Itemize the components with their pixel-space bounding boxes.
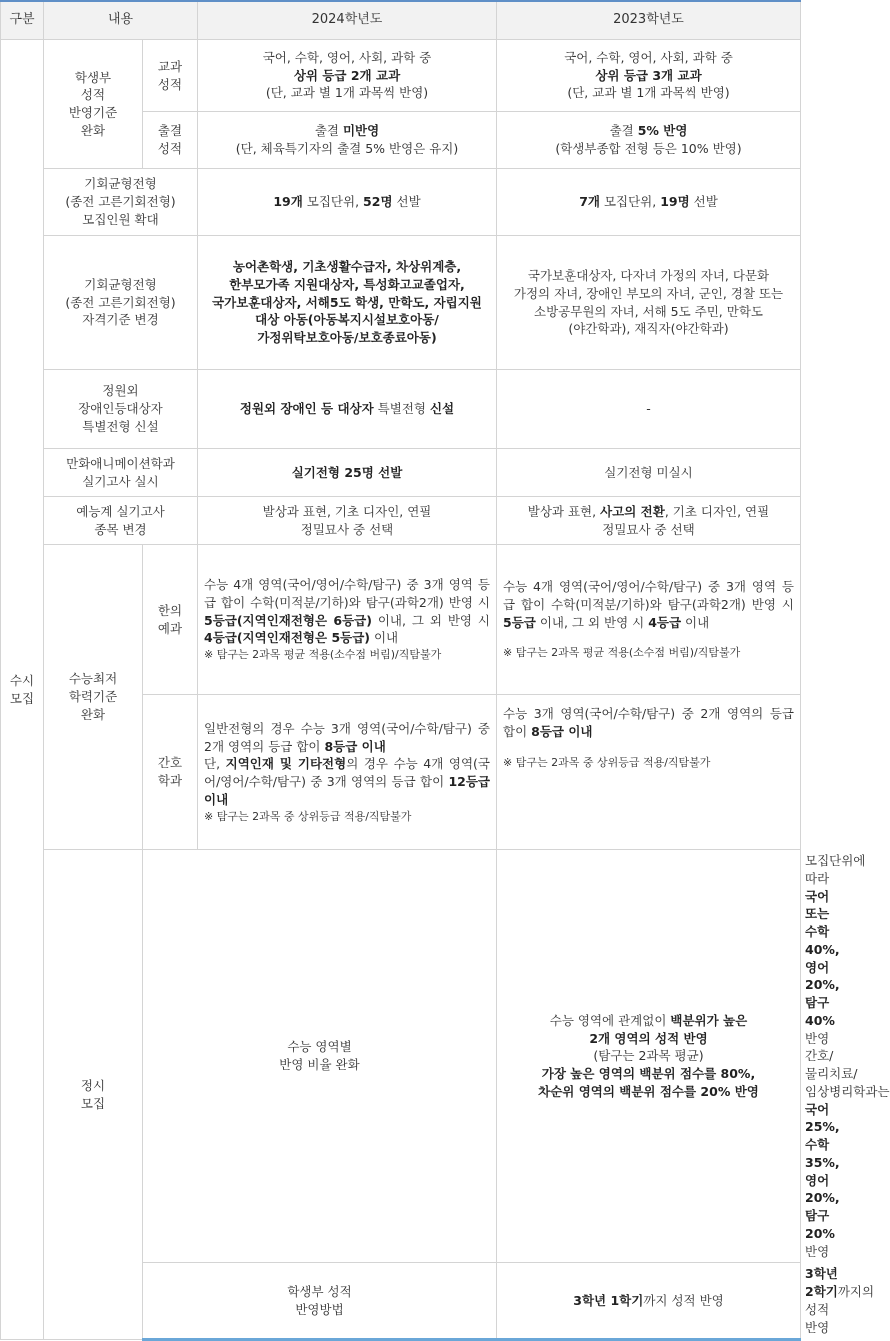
attendance-label: 출결 성적 (143, 112, 198, 169)
equal-qual-2023: 국가보훈대상자, 다자녀 가정의 자녀, 다문화 가정의 자녀, 장애인 부모의 자녀, 군인, 경찰 또는 소방공무원의 자녀, 서해 5도 주민, 만학도(야간학과), 재직자(야간학과) (497, 236, 801, 370)
table-row (1, 449, 801, 497)
nursing-label: 간호 학과 (143, 695, 198, 850)
arts-2024: 발상과 표현, 기초 디자인, 연필 정밀묘사 중 선택 (198, 497, 497, 545)
table-row (1, 497, 801, 545)
table-row (1, 40, 801, 112)
jeongsi-label: 정시 모집 (44, 850, 143, 1340)
header-content: 내용 (44, 1, 198, 40)
arts-2023: 발상과 표현, 사고의 전환, 기초 디자인, 연필 정밀묘사 중 선택 (497, 497, 801, 545)
record-method-label: 학생부 성적 반영방법 (143, 1263, 497, 1340)
disabled-2023: - (497, 370, 801, 449)
disabled-2024: 정원외 장애인 등 대상자 특별전형 신설 (198, 370, 497, 449)
nursing-2023: 수능 3개 영역(국어/수학/탐구) 중 2개 영역의 등급 합이 8등급 이내 ※ 탐구는 2과목 중 상위등급 적용/직탐불가 (497, 695, 801, 850)
equal-quota-2024: 19개 모집단위, 52명 선발 (198, 169, 497, 236)
record-method-2024: 3학년 1학기까지 성적 반영 (497, 1263, 801, 1340)
equal-qual-2024: 농어촌학생, 기초생활수급자, 차상위계층, 한부모가족 지원대상자, 특성화고교졸업자, 국가보훈대상자, 서해5도 학생, 만학도, 자립지원 대상 아동(아동복지시설보호아동/가정위탁보호아동/보호종료아동) (198, 236, 497, 370)
animation-label: 만화애니메이션학과 실기고사 실시 (44, 449, 198, 497)
table-row: 정시 모집 수능 영역별 반영 비율 완화 수능 영역에 관계없이 백분위가 높은 2개 영역의 성적 반영 (탐구는 2과목 평균) 가장 높은 영역의 백분위 점수를 80%, 차순위 영역의 백분위 점수를 20% 반영 모집단위에 따라 국어 또는 수학 40%, 영어 20%, 탐구 40% 반영 간호/물리치료/임상병리학과는 국어 25%, 수학 35%, 영어 20%, 탐구 20% 반영 (1, 850, 801, 1263)
record-group-label: 학생부 성적 반영기준 완화 (44, 40, 143, 169)
subject-grade-label: 교과 성적 (143, 40, 198, 112)
table-row (1, 236, 801, 370)
disabled-label: 정원외 장애인등대상자 특별전형 신설 (44, 370, 198, 449)
ratio-2024: 수능 영역에 관계없이 백분위가 높은 2개 영역의 성적 반영 (탐구는 2과목 평균) 가장 높은 영역의 백분위 점수를 80%, 차순위 영역의 백분위 점수를 20% 반영 (497, 850, 801, 1263)
table-row (1, 545, 801, 695)
ratio-label: 수능 영역별 반영 비율 완화 (143, 850, 497, 1263)
header-category: 구분 (1, 1, 44, 40)
korean-med-label: 한의 예과 (143, 545, 198, 695)
header-2023: 2023학년도 (497, 1, 801, 40)
korean-med-2023: 수능 4개 영역(국어/영어/수학/탐구) 중 3개 영역 등급 합이 수학(미적분/기하)와 탐구(과학2개) 반영 시 5등급 이내, 그 외 반영 시 4등급 이내 ※ 탐구는 2과목 평균 적용(소수점 버림)/직탐불가 (497, 545, 801, 695)
attendance-2023: 출결 5% 반영 (학생부종합 전형 등은 10% 반영) (497, 112, 801, 169)
korean-med-2024: 수능 4개 영역(국어/영어/수학/탐구) 중 3개 영역 등급 합이 수학(미적분/기하)와 탐구(과학2개) 반영 시 5등급(지역인재전형은 6등급) 이내, 그 외 반영 시 4등급(지역인재전형은 5등급) 이내 ※ 탐구는 2과목 평균 적용(소수점 버림)/직탐불가 (198, 545, 497, 695)
header-2024: 2024학년도 (198, 1, 497, 40)
table-row (1, 169, 801, 236)
subject-2023: 국어, 수학, 영어, 사회, 과학 중 상위 등급 3개 교과 (단, 교과 별 1개 과목씩 반영) (497, 40, 801, 112)
csat-group-label: 수능최저 학력기준 완화 (44, 545, 143, 850)
subject-2024: 국어, 수학, 영어, 사회, 과학 중 상위 등급 2개 교과 (단, 교과 별 1개 과목씩 반영) (198, 40, 497, 112)
arts-label: 예능계 실기고사 종목 변경 (44, 497, 198, 545)
equal-quota-2023: 7개 모집단위, 19명 선발 (497, 169, 801, 236)
table-row (1, 370, 801, 449)
equal-qual-label: 기회균형전형 (종전 고른기회전형) 자격기준 변경 (44, 236, 198, 370)
animation-2024: 실기전형 25명 선발 (198, 449, 497, 497)
table-header-row (1, 1, 801, 40)
susi-label: 수시 모집 (1, 40, 44, 1340)
animation-2023: 실기전형 미실시 (497, 449, 801, 497)
table-row: 학생부 성적 반영방법 3학년 1학기까지 성적 반영 3학년 2학기까지의 성적 반영 (1, 1263, 801, 1340)
nursing-2024: 일반전형의 경우 수능 3개 영역(국어/수학/탐구) 중 2개 영역의 등급 합이 8등급 이내 단, 지역인재 및 기타전형의 경우 수능 4개 영역(국어/영어/수학/탐구) 중 3개 영역의 등급 합이 12등급 이내 ※ 탐구는 2과목 중 상위등급 적용/직탐불가 (198, 695, 497, 850)
attendance-2024: 출결 미반영 (단, 체육특기자의 출결 5% 반영은 유지) (198, 112, 497, 169)
equal-quota-label: 기회균형전형 (종전 고른기회전형) 모집인원 확대 (44, 169, 198, 236)
